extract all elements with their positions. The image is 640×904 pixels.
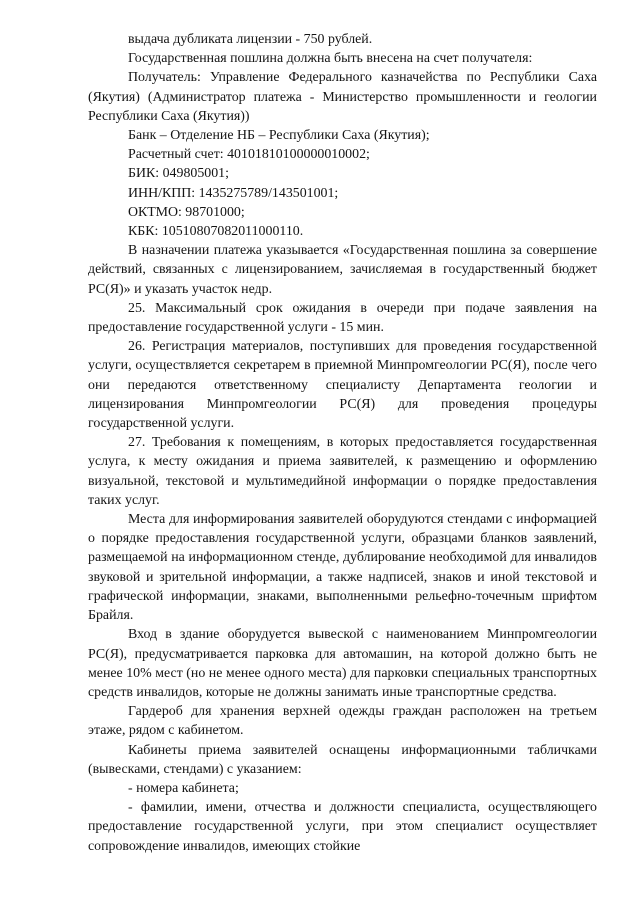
paragraph: 26. Регистрация материалов, поступивших для проведения государственной услуги, осуществляется секретарем в приемной Минпромгеологии РС(Я), после чего они передаются ответственному специалисту Департамента геологии и лицензирования Минпромгеологии РС(Я) для проведения процедуры государственной услуги. xyxy=(88,339,597,432)
paragraph: Банк – Отделение НБ – Республики Саха (Якутия); xyxy=(128,128,430,144)
paragraph: Вход в здание оборудуется вывеской с наименованием Минпромгеологии РС(Я), предусматривается парковка для автомашин, на которой должно быть не менее 10% мест (но не менее одного места) для парковки специальных транспортных средств инвалидов, которые не должны занимать иные транспортные средства. xyxy=(88,627,597,700)
paragraph: 27. Требования к помещениям, в которых предоставляется государственная услуга, к месту ожидания и приема заявителей, к размещению и оформлению визуальной, текстовой и мультимедийной информации о порядке предоставления таких услуг. xyxy=(88,435,597,508)
paragraph: Государственная пошлина должна быть внесена на счет получателя: xyxy=(128,51,533,67)
paragraph: ИНН/КПП: 1435275789/143501001; xyxy=(128,185,339,201)
paragraph: выдача дубликата лицензии - 750 рублей. xyxy=(128,32,373,47)
paragraph: Расчетный счет: 40101810100000010002; xyxy=(128,147,370,163)
paragraph: 25. Максимальный срок ожидания в очереди при подаче заявления на предоставление государственной услуги - 15 мин. xyxy=(88,300,597,336)
document-page xyxy=(88,30,597,856)
paragraph: БИК: 049805001; xyxy=(128,166,229,182)
paragraph: КБК: 10510807082011000110. xyxy=(128,224,304,240)
paragraph: В назначении платежа указывается «Государственная пошлина за совершение действий, связанных с лицензированием, зачисляемая в государственный бюджет РС(Я)» и указать участок недр. xyxy=(88,243,597,297)
paragraph: - номера кабинета; xyxy=(128,780,239,796)
paragraph: - фамилии, имени, отчества и должности специалиста, осуществляющего предоставление государственной услуги, при этом специалист осуществляет сопровождение инвалидов, имеющих стойкие xyxy=(88,800,597,854)
paragraph: Получатель: Управление Федерального казначейства по Республики Саха (Якутия) (Администратор платежа - Министерство промышленности и геологии Республики Саха (Якутия)) xyxy=(88,70,597,124)
paragraph: Кабинеты приема заявителей оснащены информационными табличками (вывесками, стендами) с указанием: xyxy=(88,742,597,777)
paragraph: ОКТМО: 98701000; xyxy=(128,204,245,220)
paragraph: Места для информирования заявителей оборудуются стендами с информацией о порядке предоставления государственной услуги, образцами бланков заявлений, размещаемой на информационном стенде, дублирование необходимой для инвалидов звуковой и зрительной информации, а также надписей, знаков и иной текстовой и графической информации, знаками, выполненными рельефно-точечным шрифтом Брайля. xyxy=(88,512,597,624)
paragraph: Гардероб для хранения верхней одежды граждан расположен на третьем этаже, рядом с кабинетом. xyxy=(88,704,597,739)
